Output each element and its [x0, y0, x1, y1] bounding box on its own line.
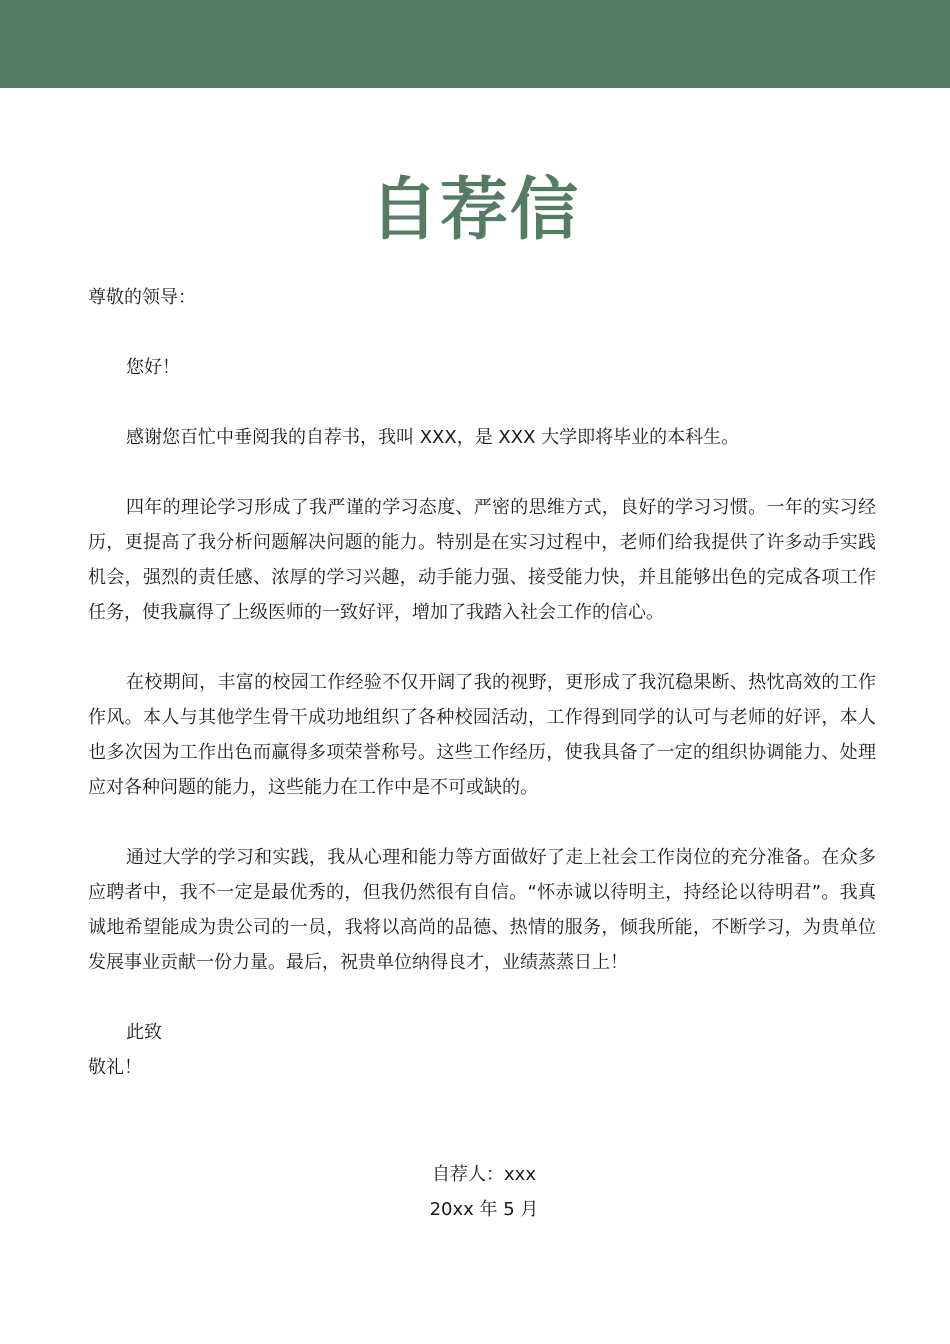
paragraph-3: 在校期间，丰富的校园工作经验不仅开阔了我的视野，更形成了我沉稳果断、热忱高效的工作作风。本人与其他学生骨干成功地组织了各种校园活动，工作得到同学的认可与老师的好评，本人也多次因为工作出色而赢得多项荣誉称号。这些工作经历，使我具备了一定的组织协调能力、处理应对各种问题的能力，这些能力在工作中是不可或缺的。 — [88, 672, 876, 798]
signature-block — [0, 1157, 950, 1227]
salutation: 尊敬的领导： — [88, 287, 196, 308]
greeting: 您好！ — [126, 357, 180, 378]
signature-name: 自荐人：xxx — [432, 1164, 536, 1185]
closing-line-2: 敬礼！ — [88, 1057, 142, 1078]
document-title: 自荐信 — [369, 170, 580, 250]
paragraph-4: 通过大学的学习和实践，我从心理和能力等方面做好了走上社会工作岗位的充分准备。在众多应聘者中，我不一定是最优秀的，但我仍然很有自信。“怀赤诚以待明主，持经论以待明君”。我真诚地希望能成为贵公司的一员，我将以高尚的品德、热情的服务，倾我所能，不断学习，为贵单位发展事业贡献一份力量。最后，祝贵单位纳得良才，业绩蒸蒸日上！ — [88, 847, 876, 973]
letter-body — [88, 280, 876, 1085]
signature-date: 20xx 年 5 月 — [429, 1199, 539, 1220]
paragraph-2: 四年的理论学习形成了我严谨的学习态度、严密的思维方式，良好的学习习惯。一年的实习经历，更提高了我分析问题解决问题的能力。特别是在实习过程中，老师们给我提供了许多动手实践机会，强烈的责任感、浓厚的学习兴趣，动手能力强、接受能力快，并且能够出色的完成各项工作任务，使我赢得了上级医师的一致好评，增加了我踏入社会工作的信心。 — [88, 497, 876, 623]
paragraph-1: 感谢您百忙中垂阅我的自荐书，我叫 XXX，是 XXX 大学即将毕业的本科生。 — [126, 427, 740, 448]
closing-line-1: 此致 — [126, 1022, 162, 1043]
header-band — [0, 0, 950, 88]
